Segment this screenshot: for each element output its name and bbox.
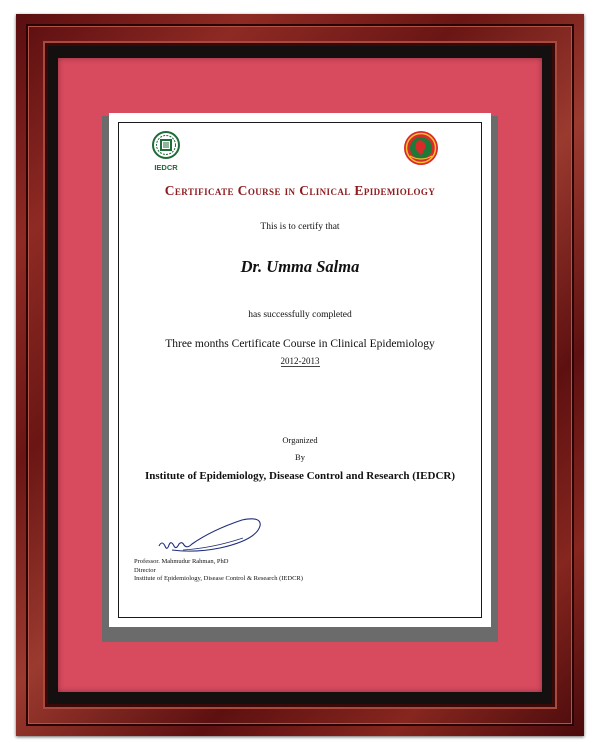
signatory-organization: Institute of Epidemiology, Disease Control & Research (IEDCR) (134, 575, 303, 582)
organized-text: Organized (282, 435, 318, 445)
recipient-name: Dr. Umma Salma (240, 257, 360, 276)
course-years: 2012-2013 (280, 356, 320, 366)
iedcr-logo-caption: IEDCR (154, 163, 178, 172)
institute-name: Institute of Epidemiology, Disease Control and Research (IEDCR) (144, 470, 456, 482)
completed-text: has successfully completed (248, 310, 352, 320)
certificate-title: Certificate Course in Clinical Epidemiology (164, 183, 436, 198)
course-years-wrapper (109, 356, 491, 366)
course-name: Three months Certificate Course in Clinical Epidemiology (165, 338, 435, 350)
certificate-paper (109, 113, 491, 627)
signatory-block (134, 558, 434, 584)
government-seal-icon (403, 130, 439, 166)
iedcr-logo-icon (149, 130, 183, 174)
signatory-designation: Director (134, 566, 156, 574)
handwritten-signature (153, 516, 273, 564)
certify-text: This is to certify that (260, 222, 340, 232)
signatory-name: Professor. Mahmudur Rahman, PhD (134, 558, 229, 565)
by-text: By (295, 452, 305, 462)
